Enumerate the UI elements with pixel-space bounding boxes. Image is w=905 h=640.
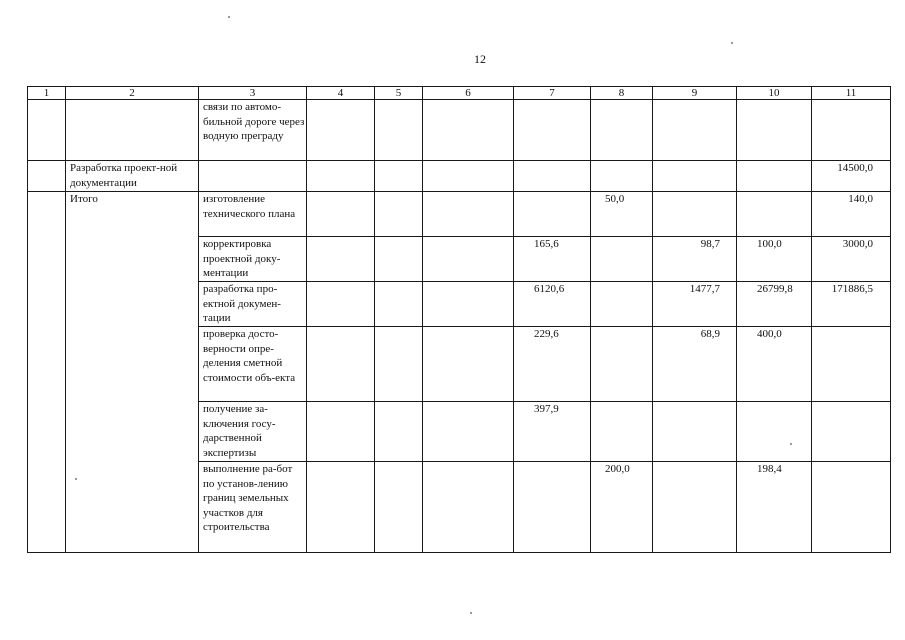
work-type-cell: изготовление технического плана — [199, 192, 307, 237]
value-cell-9: 98,7 — [653, 237, 737, 282]
header-cell-6: 6 — [423, 87, 514, 100]
row-cell-4 — [307, 192, 375, 237]
value-cell-10 — [737, 161, 812, 192]
row-cell-6 — [423, 462, 514, 553]
work-type-cell: проверка досто-верности опре-деления сметной стоимости объ-екта — [199, 327, 307, 402]
value-cell-7 — [514, 161, 591, 192]
row-cell-6 — [423, 327, 514, 402]
value-cell-10 — [737, 192, 812, 237]
row-cell-5 — [375, 282, 423, 327]
value-cell-10: 100,0 — [737, 237, 812, 282]
value-cell-8: 200,0 — [591, 462, 653, 553]
value-cell-9 — [653, 462, 737, 553]
header-cell-2: 2 — [66, 87, 199, 100]
section-title-cell: Разработка проект-ной документации — [66, 161, 199, 192]
row-cell-5 — [375, 237, 423, 282]
value-cell-10: 400,0 — [737, 327, 812, 402]
value-cell-11: 3000,0 — [812, 237, 891, 282]
value-cell-8 — [591, 100, 653, 161]
header-row — [28, 87, 891, 100]
value-cell-11 — [812, 100, 891, 161]
row-cell-4 — [307, 237, 375, 282]
header-cell-7: 7 — [514, 87, 591, 100]
row-cell-4 — [307, 402, 375, 462]
value-cell-7: 397,9 — [514, 402, 591, 462]
scan-speck — [228, 16, 230, 18]
value-cell-7: 6120,6 — [514, 282, 591, 327]
value-cell-8 — [591, 161, 653, 192]
value-cell-11 — [812, 462, 891, 553]
work-type-cell — [199, 161, 307, 192]
row-cell-5 — [375, 462, 423, 553]
value-cell-7 — [514, 100, 591, 161]
header-cell-8: 8 — [591, 87, 653, 100]
table-row — [28, 161, 891, 192]
value-cell-9 — [653, 192, 737, 237]
value-cell-9 — [653, 161, 737, 192]
work-type-cell: корректировка проектной доку-ментации — [199, 237, 307, 282]
value-cell-8 — [591, 402, 653, 462]
value-cell-9: 68,9 — [653, 327, 737, 402]
value-cell-11: 140,0 — [812, 192, 891, 237]
value-cell-11 — [812, 327, 891, 402]
value-cell-7 — [514, 462, 591, 553]
header-cell-9: 9 — [653, 87, 737, 100]
scan-speck — [731, 42, 733, 44]
row-cell-5 — [375, 161, 423, 192]
table-row — [28, 192, 891, 237]
value-cell-11 — [812, 402, 891, 462]
row-cell-6 — [423, 161, 514, 192]
row-cell-5 — [375, 327, 423, 402]
row-cell-2 — [66, 100, 199, 161]
value-cell-7: 165,6 — [514, 237, 591, 282]
row-cell-1 — [28, 192, 66, 553]
row-cell-4 — [307, 282, 375, 327]
row-cell-4 — [307, 161, 375, 192]
value-cell-9 — [653, 402, 737, 462]
header-cell-5: 5 — [375, 87, 423, 100]
value-cell-9: 1477,7 — [653, 282, 737, 327]
row-cell-6 — [423, 100, 514, 161]
value-cell-7: 229,6 — [514, 327, 591, 402]
value-cell-10: 198,4 — [737, 462, 812, 553]
row-cell-4 — [307, 462, 375, 553]
data-table — [27, 86, 891, 553]
value-cell-10 — [737, 402, 812, 462]
row-cell-1 — [28, 161, 66, 192]
header-cell-10: 10 — [737, 87, 812, 100]
work-type-cell: получение за-ключения госу-дарственной экспертизы — [199, 402, 307, 462]
row-cell-6 — [423, 192, 514, 237]
row-cell-6 — [423, 237, 514, 282]
work-type-cell: связи по автомо-бильной дороге через водную преграду — [199, 100, 307, 161]
header-cell-4: 4 — [307, 87, 375, 100]
value-cell-10 — [737, 100, 812, 161]
value-cell-11: 171886,5 — [812, 282, 891, 327]
scan-speck — [470, 612, 472, 614]
scan-speck — [75, 478, 77, 480]
header-cell-11: 11 — [812, 87, 891, 100]
value-cell-8 — [591, 282, 653, 327]
header-cell-3: 3 — [199, 87, 307, 100]
value-cell-11: 14500,0 — [812, 161, 891, 192]
value-cell-8: 50,0 — [591, 192, 653, 237]
value-cell-8 — [591, 327, 653, 402]
work-type-cell: разработка про-ектной докумен-тации — [199, 282, 307, 327]
table-row — [28, 100, 891, 161]
value-cell-9 — [653, 100, 737, 161]
work-type-cell: выполнение ра-бот по установ-лению границ земельных участков для строительства — [199, 462, 307, 553]
value-cell-7 — [514, 192, 591, 237]
value-cell-10: 26799,8 — [737, 282, 812, 327]
row-cell-4 — [307, 327, 375, 402]
header-cell-1: 1 — [28, 87, 66, 100]
row-cell-1 — [28, 100, 66, 161]
row-cell-6 — [423, 282, 514, 327]
total-label-cell: Итого — [66, 192, 199, 553]
row-cell-4 — [307, 100, 375, 161]
row-cell-5 — [375, 402, 423, 462]
row-cell-6 — [423, 402, 514, 462]
row-cell-5 — [375, 192, 423, 237]
page-number: 12 — [474, 52, 486, 66]
value-cell-8 — [591, 237, 653, 282]
scan-speck — [790, 443, 792, 445]
row-cell-5 — [375, 100, 423, 161]
